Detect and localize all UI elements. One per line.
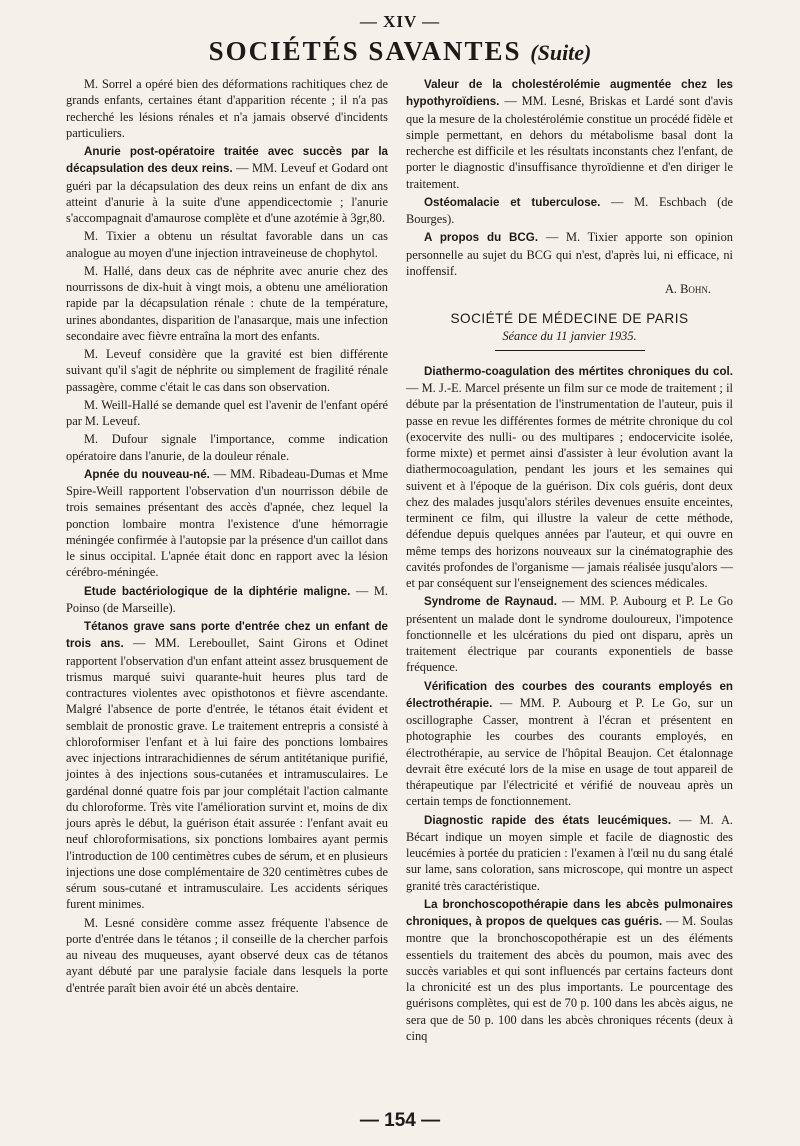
title-suffix: (Suite) <box>530 40 592 65</box>
section-divider <box>495 350 645 351</box>
paragraph-heading: Diathermo-coagulation des mértites chroniques du col. <box>424 364 733 378</box>
paragraph <box>406 194 733 228</box>
paragraph: M. Tixier a obtenu un résultat favorable dans un cas analogue au moyen d'une injection intraveineuse de chophytol. <box>66 229 388 260</box>
paragraph-text: — MM. Lesné, Briskas et Lardé sont d'avis que la mesure de la cholestérolémie constitue un procédé fidèle et simple permettant, en dehors du métabolisme basal dont la recherche est difficile et les résultats inconstants chez l'enfant, de porter le diagnostic d'insuffisance thyroïdienne et d'en diriger le traitement. <box>406 94 733 191</box>
paragraph-text: — M. Soulas montre que la bronchoscopothérapie est un des éléments essentiels du traitement des abcès du poumon, mais avec des succès variables et qui sont influencés par certains facteurs dont la chronicité est un des plus importants. Le pourcentage des guérisons complètes, qui est de 70 p. 100 dans les abcès aigus, ne sera que de 50 p. 100 dans les abcès chroniques récents (deux à cinq <box>406 914 733 1043</box>
paragraph <box>66 583 388 617</box>
paragraph-text: — M. A. Bécart indique un moyen simple et facile de diagnostic des leucémies à portée du praticien : l'examen à l'œil nu du sang étalé sur lame, sans coloration, sans microscope, qui montre un aspect granité très caractéristique. <box>406 812 733 893</box>
paragraph-text: — MM. Leveuf et Godard ont guéri par la décapsulation des deux reins un enfant de dix ans atteint d'anurie à la suite d'une appendicectomie ; l'anurie s'accompagnait d'amaurose complète et d'une azotémie à 3gr,80. <box>66 161 388 225</box>
paragraph-text: — MM. P. Aubourg et P. Le Go, sur un oscillographe Casser, montrent à l'écran et présentent en photographie les courbes des courants employés, en électrothérapie, au service de l'hôpital Beaujon. Cet étalonnage devrait être exécuté lors de la mise en usage de tout appareil de thérapeutique par l'électricité et vérifié de nouveau après un certain temps de fonctionnement. <box>406 695 733 809</box>
paragraph: M. Sorrel a opéré bien des déformations rachitiques chez de grands enfants, certaines étant d'apparition récente ; il n'a pas recherché les lésions rénales et n'a jamais observé d'incidents particuliers. <box>66 77 388 140</box>
paragraph: M. Leveuf considère que la gravité est bien différente suivant qu'il s'agit de néphrite ou simplement de fragilité rénale passagère, comme c'était le cas dans son observation. <box>66 347 388 394</box>
left-column <box>66 76 388 998</box>
paragraph-heading: Tétanos grave sans porte d'entrée chez un enfant de trois ans. <box>66 620 388 651</box>
page-title <box>0 36 800 67</box>
paragraph <box>406 229 733 279</box>
paragraph-text: — MM. P. Aubourg et P. Le Go présentent un malade dont le syndrome douloureux, l'impotence fonctionnelle et les ulcérations du pied ont disparu, après un traitement électrique par courants exponentiels de basse fréquence. <box>406 594 733 675</box>
paragraph-heading: Ostéomalacie et tuberculose. <box>424 195 601 209</box>
section-heading: SOCIÉTÉ DE MÉDECINE DE PARIS <box>450 311 689 327</box>
paragraph <box>406 896 733 1044</box>
session-date: Séance du 11 janvier 1935. <box>502 328 637 343</box>
paragraph-text: — M. Poinso (de Marseille). <box>66 583 388 615</box>
page-number: — 154 — <box>359 1110 441 1131</box>
paragraph-heading: Syndrome de Raynaud. <box>424 595 557 609</box>
paragraph-heading: Etude bactériologique de la diphtérie maligne. <box>84 584 351 598</box>
paragraph-heading: La bronchoscopothérapie dans les abcès pulmonaires chroniques, à propos de quelques cas guéris. <box>406 897 733 928</box>
paragraph: M. Dufour signale l'importance, comme indication opératoire dans l'anurie, de la douleur rénale. <box>66 432 388 463</box>
paragraph <box>406 678 733 810</box>
paragraph-heading: Apnée du nouveau-né. <box>84 467 210 481</box>
paragraph: M. Weill-Hallé se demande quel est l'avenir de l'enfant opéré par M. Leveuf. <box>66 397 388 428</box>
paragraph <box>66 466 388 581</box>
paragraph-heading: Diagnostic rapide des états leucémiques. <box>424 813 672 827</box>
paragraph-heading: Vérification des courbes des courants employés en électrothérapie. <box>406 679 733 710</box>
author-signature: A. Bohn. <box>664 282 711 296</box>
paragraph-heading: Valeur de la cholestérolémie augmentée chez les hypothyroïdiens. <box>406 78 733 109</box>
title-text: SOCIÉTÉS SAVANTES <box>208 36 522 66</box>
paragraph <box>406 76 733 192</box>
paragraph-text: — MM. Ribadeau-Dumas et Mme Spire-Weill rapportent l'observation d'un nourrisson débile de trois semaines présentant des accès d'apnée, chez lequel la ponction lombaire montra l'existence d'une hémorragie méningée confirmée à l'autopsie par la présence d'un caillot dans le sinus occipital. L'apnée était donc en rapport avec la lésion cérébro-méningée. <box>66 466 388 580</box>
roman-page-number: — XIV — <box>359 12 441 31</box>
paragraph <box>406 593 733 675</box>
paragraph-text: — M. J.-E. Marcel présente un film sur ce mode de traitement ; il débute par la présentation de l'instrumentation de l'auteur, puis il passe en revue les différentes formes de métrite chronique du col (exocervite des nulli- ou des multipares ; endocervicite isolée, forme mixte) et permet ainsi d'assister à leur évolution avant la diathermocoagulation, pendant les jours et les semaines qui suivent et à l'époque de la guérison. Dix cols guéris, dont deux chez des malades jusqu'alors stériles devenues ensuite enceintes, terminent ce film, qui illustre la valeur de cette méthode, défendue depuis quelques années par l'auteur, et qui ouvre en même temps des horizons nouveaux sur la cinématographie des cavités profondes de l'organisme — jamais réalisée jusqu'alors — et par conséquent sur l'enseignement des sciences médicales. <box>406 381 733 590</box>
paragraph-text: — MM. Lereboullet, Saint Girons et Odinet rapportent l'observation d'un enfant atteint assez brusquement de trismus marqué suivi quarante-huit heures plus tard de contractures violentes avec opisthotonos et fièvre ascendante. Malgré l'absence de porte d'entrée, le tétanos était évident et semblait de pronostic grave. Le traitement entrepris a consisté à chloroformiser l'enfant et à lui faire des ponctions lombaires avec injections intrarachidiennes de sérum antitétanique purifié, jointes à des injections sous-cutanées et intramusculaires. Le gardénal donné quatre fois par jour complétait l'action calmante du chloroforme. Très vite l'amélioration survint et, moins de dix jours après le début, la guérison était assurée : l'enfant avait eu neuf chloroformisations, six ponctions lombaires ayant permis l'introduction de 100 centimètres cubes de sérum, et en plusieurs injections une dose complémentaire de 320 centimètres cubes de sérum sous-cutané et intramusculaire. Les accidents sériques furent minimes. <box>66 636 389 912</box>
paragraph: M. Lesné considère comme assez fréquente l'absence de porte d'entrée dans le tétanos ; il conseille de la chercher parfois au niveau des muqueuses, ayant observé deux cas de tétanos ayant débuté par une paralysie faciale dans lesquels la porte d'entrée paraît bien avoir été un abcès dentaire. <box>66 915 388 995</box>
paragraph-heading: A propos du BCG. <box>424 231 539 245</box>
paragraph <box>66 618 388 913</box>
right-column <box>406 76 733 1046</box>
paragraph-text: — M. Tixier apporte son opinion personnelle au sujet du BCG qui n'est, d'après lui, ni efficace, ni inoffensif. <box>406 230 733 278</box>
paragraph <box>406 363 733 592</box>
paragraph <box>406 812 733 894</box>
paragraph-heading: Anurie post-opératoire traitée avec succès par la décapsulation des deux reins. <box>66 145 388 176</box>
paragraph-text: — M. Eschbach (de Bourges). <box>406 194 733 226</box>
paragraph: M. Hallé, dans deux cas de néphrite avec anurie chez des nourrissons de dix-huit à vingt mois, a obtenu une amélioration rapide par la décapsulation rénale : chute de la température, urines abondantes, disparition de l'anasarque, mais une infection secondaire avec fièvre entraîna la mort des enfants. <box>66 263 388 343</box>
paragraph <box>66 143 388 226</box>
